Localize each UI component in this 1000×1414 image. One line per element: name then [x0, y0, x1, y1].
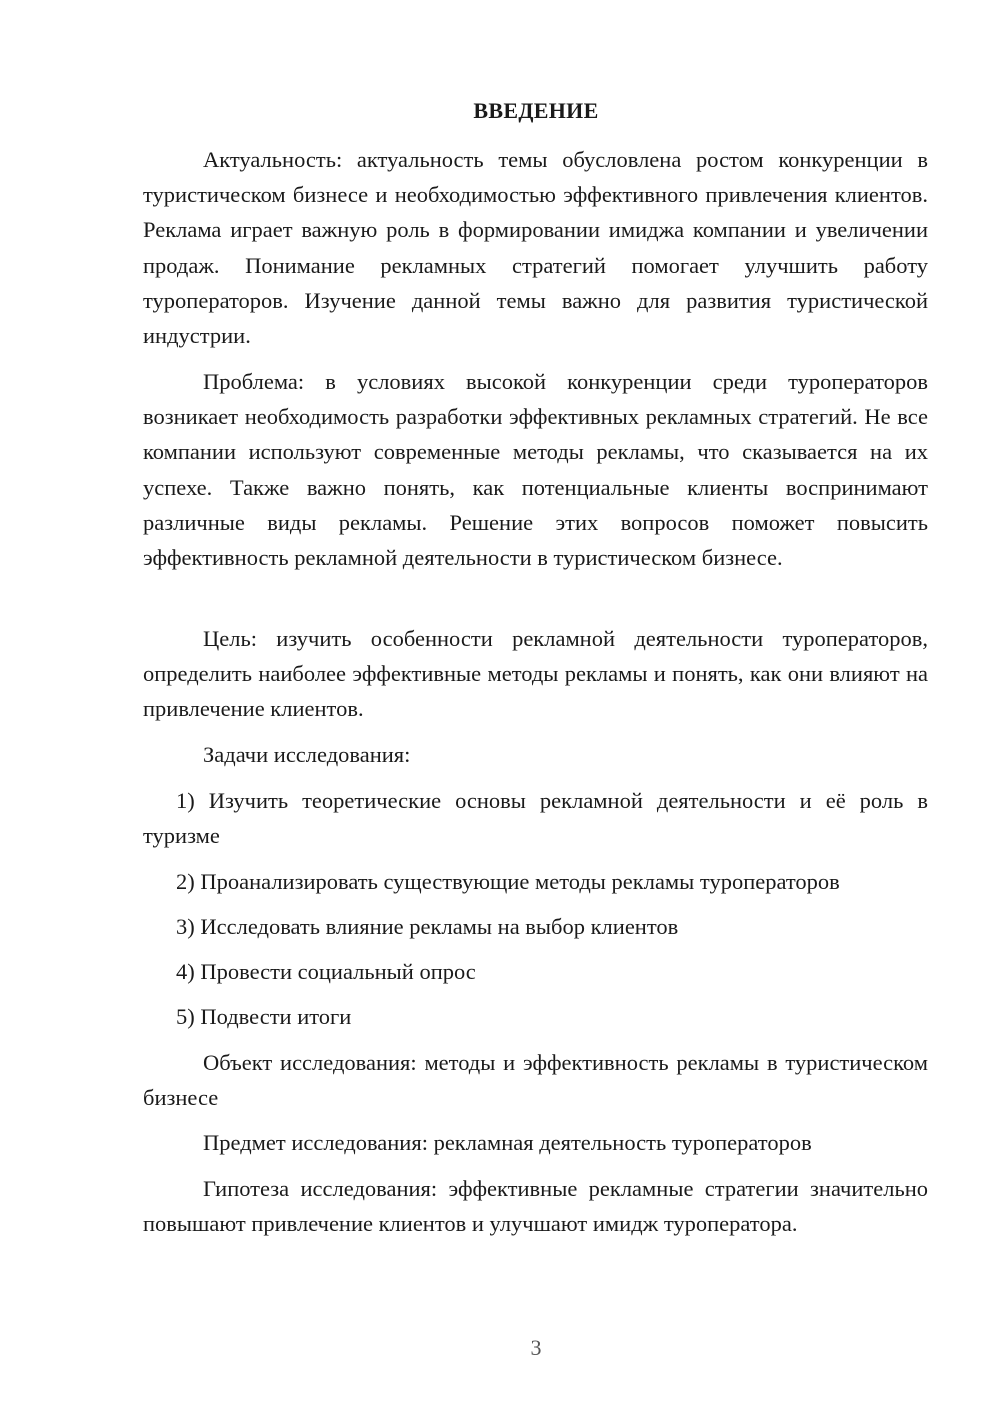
page-number: 3	[530, 1335, 542, 1360]
paragraph-goal: Цель: изучить особенности рекламной деятельности туроператоров, определить наиболее эффективные методы рекламы и понять, как они влияют на привлечение клиентов.	[143, 626, 928, 722]
task-item: 3) Исследовать влияние рекламы на выбор клиентов	[176, 914, 679, 939]
paragraph-tasks-intro: Задачи исследования:	[203, 742, 411, 767]
paragraph-hypothesis: Гипотеза исследования: эффективные рекламные стратегии значительно повышают привлечение клиентов и улучшают имидж туроператора.	[143, 1176, 928, 1237]
paragraph-subject: Предмет исследования: рекламная деятельность туроператоров	[203, 1130, 812, 1155]
paragraph-object: Объект исследования: методы и эффективность рекламы в туристическом бизнесе	[143, 1050, 928, 1111]
task-item: 1) Изучить теоретические основы рекламной деятельности и её роль в туризме	[143, 788, 928, 849]
paragraph-relevance: Актуальность: актуальность темы обусловлена ростом конкуренции в туристическом бизнесе и необходимостью эффективного привлечения клиентов. Реклама играет важную роль в формировании имиджа компании и увеличении продаж. Понимание рекламных стратегий помогает улучшить работу туроператоров. Изучение данной темы важно для развития туристической индустрии.	[143, 147, 928, 349]
task-item: 4) Провести социальный опрос	[176, 959, 476, 984]
paragraph-problem: Проблема: в условиях высокой конкуренции среди туроператоров возникает необходимость разработки эффективных рекламных стратегий. Не все компании используют современные методы рекламы, что сказывается на их успехе. Также важно понять, как потенциальные клиенты воспринимают различные виды рекламы. Решение этих вопросов поможет повысить эффективность рекламной деятельности в туристическом бизнесе.	[143, 369, 928, 571]
task-item: 2) Проанализировать существующие методы рекламы туроператоров	[176, 869, 840, 894]
section-heading: ВВЕДЕНИЕ	[473, 98, 599, 123]
task-item: 5) Подвести итоги	[176, 1004, 352, 1029]
